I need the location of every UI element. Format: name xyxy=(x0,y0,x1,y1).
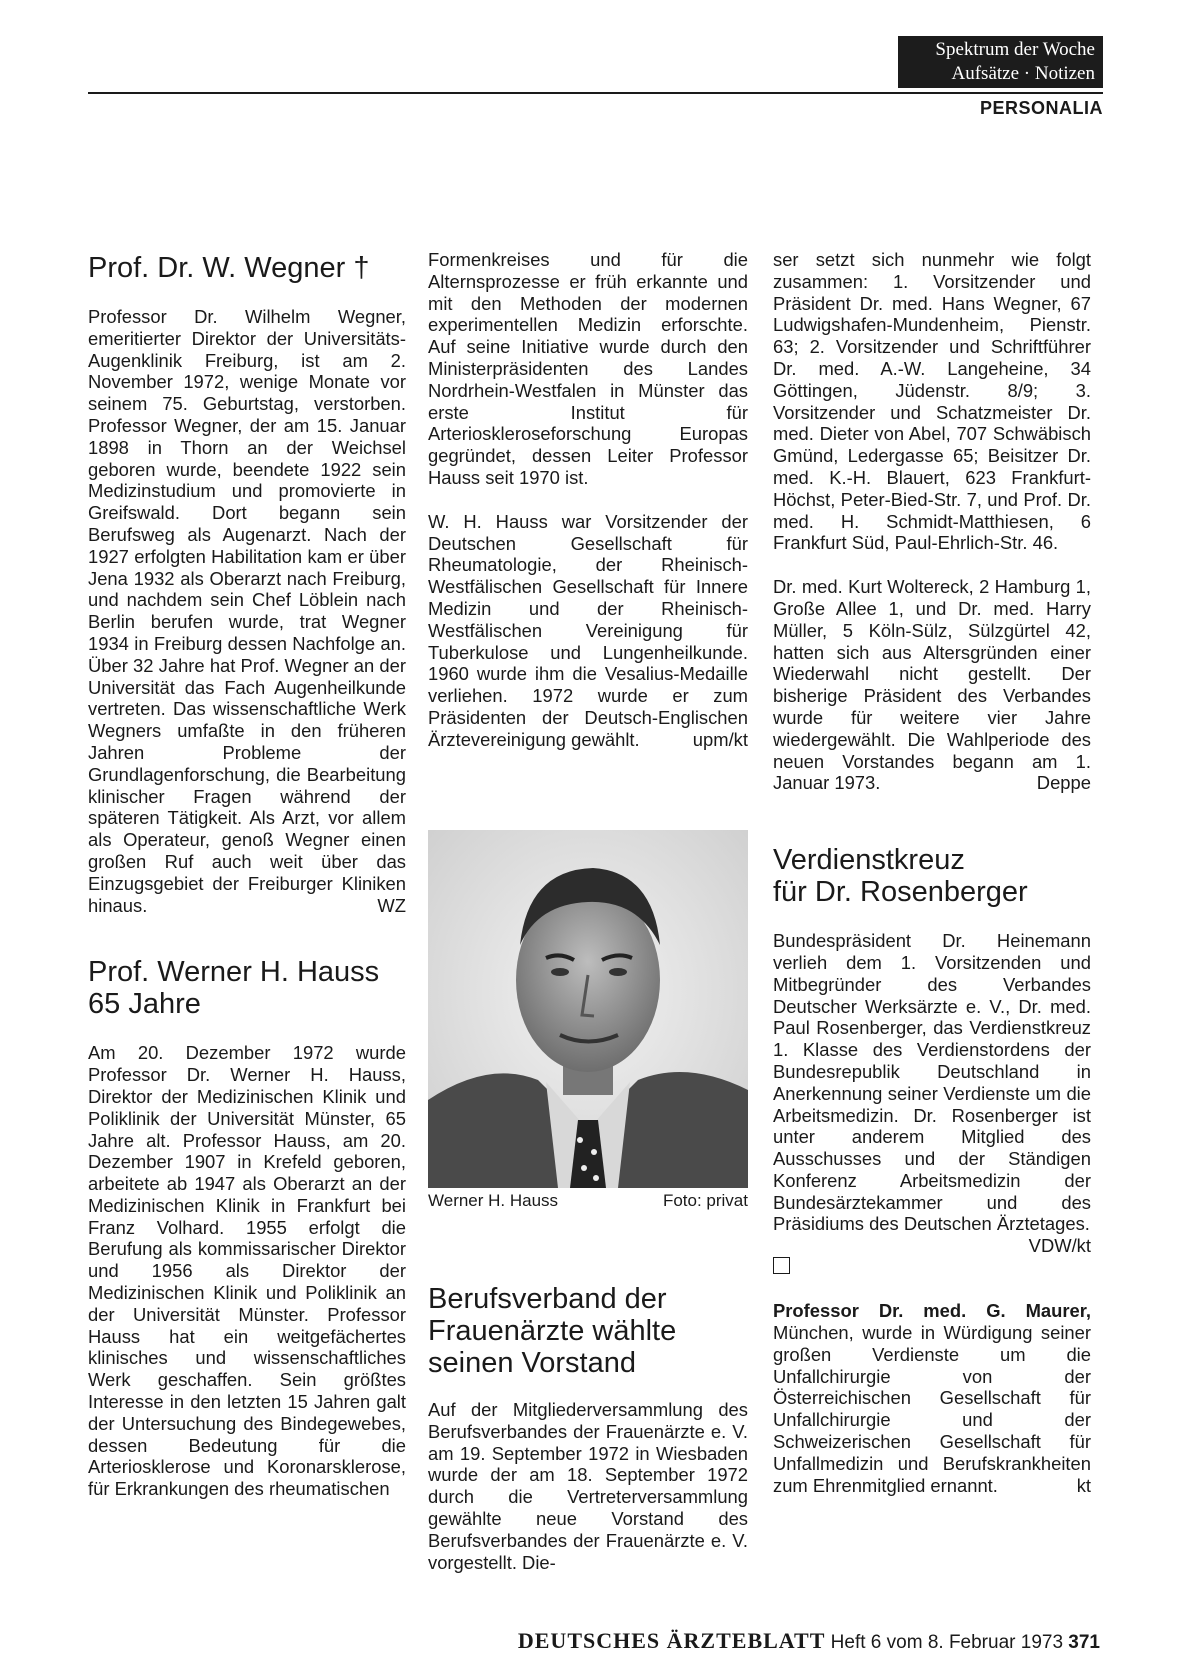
headline-line: Prof. Werner H. Hauss xyxy=(88,956,380,989)
separator-box xyxy=(773,1257,790,1274)
badge-line-2: Aufsätze · Notizen xyxy=(951,63,1095,84)
page-number: 371 xyxy=(1068,1632,1100,1653)
article-text: München, wurde in Würdigung seiner großen Verdienste um die Unfallchirurgie von der Österreichischen Gesellschaft für Unfallchirurgie und der Schweizerischen Gesellschaft für Unfallmedizin und Berufskrankheiten zum Ehrenmitglied ernannt. xyxy=(773,1322,1091,1496)
article-hauss: Am 20. Dezember 1972 wurde Professor Dr. Werner H. Hauss, Direktor der Medizinischen Klinik und Poliklinik der Universität Münster, 65 Jahre alt. Professor Hauss, am 20. Dezember 1907 in Krefeld geboren, arbeitete ab 1947 als Oberarzt an der Medizinischen Klinik in Frankfurt bei Franz Volhard. 1955 erfolgt die Berufung als kommissarischer Direktor und 1956 als Direktor der Medizinischen Klinik und Poliklinik an der Universität Münster. Professor Hauss hat ein weitgefächertes klinisches und wissenschaftliches Werk geschaffen. Sein größtes Interesse in den letzten 15 Jahren galt der Untersuchung des Bindegewebes, dessen Bedeutung für die Arteriosklerose und Koronarsklerose, für Erkrankungen des rheumatischen xyxy=(88,1042,406,1500)
article-rosenberger xyxy=(773,930,1091,1257)
article-hauss-continued: Formenkreises und für die Alternsprozesse er früh erkannte und mit den Methoden der modernen experimentellen Medizin erforschte. Auf seine Initiative wurde durch den Ministerpräsidenten des Landes Nordrhein-Westfalen in Münster das erste Institut für Arterioskleroseforschung Europas gegründet, dessen Leiter Professor Hauss seit 1970 ist. xyxy=(428,249,748,488)
headline-line: 65 Jahre xyxy=(88,988,201,1021)
headline-line: für Dr. Rosenberger xyxy=(773,876,1028,909)
magazine-name: DEUTSCHES ÄRZTEBLATT xyxy=(517,1628,826,1653)
signature: VDW/kt xyxy=(1028,1235,1091,1257)
article-wegner-text: Professor Dr. Wilhelm Wegner, emeritierter Direktor der Universitäts-Augenklinik Freiburg, ist am 2. November 1972, wenige Monate vor seinem 75. Geburtstag, verstorben. Professor Wegner, der am 15. Januar 1898 in Thorn an der Weichsel geboren wurde, beendete 1922 sein Medizinstudium und promovierte in Greifswald. Dort begann sein Berufsweg als Augenarzt. Nach der 1927 erfolgten Habilitation kam er über Jena 1932 als Oberarzt nach Freiburg, und nachdem sein Chef Löblein nach Berlin berufen wurde, trat Wegner 1934 in Freiburg dessen Nachfolge an. Über 32 Jahre hat Prof. Wegner an der Universität das Fach Augenheilkunde vertreten. Das wissenschaftliche Werk Wegners umfaßte in den früheren Jahren Probleme der Grundlagenforschung, die Bearbeitung klinischer Fragen während der späteren Tätigkeit. Als Arzt, vor allem als Operateur, genoß Wegner einen großen Ruf auch weit über das Einzugsgebiet der Freiburger Kliniken hinaus. xyxy=(88,306,406,916)
issue-info: Heft 6 vom 8. Februar 1973 xyxy=(830,1632,1064,1653)
section-badge xyxy=(898,36,1103,88)
header-rule xyxy=(88,92,1103,94)
section-title: PERSONALIA xyxy=(979,98,1103,118)
signature: WZ xyxy=(377,894,406,916)
article-hauss-positions xyxy=(428,511,748,751)
column-1 xyxy=(88,252,406,1500)
article-retirements xyxy=(773,576,1091,794)
article-text: Dr. med. Kurt Woltereck, 2 Hamburg 1, Große Allee 1, und Dr. med. Harry Müller, 5 Köln-Sülz, Sülzgürtel 42, hatten sich aus Altersgründen einer Wiederwahl nicht gestellt. Der bisherige Präsident des Verbandes wurde für weitere vier Jahre wiedergewählt. Die Wahlperiode des neuen Vorstandes begann am 1. Januar 1973. xyxy=(773,576,1091,794)
headline-hauss xyxy=(88,956,406,1020)
page-footer xyxy=(518,1628,1100,1654)
photo-caption-row xyxy=(428,1191,748,1211)
person-name: Professor Dr. med. G. Maurer, xyxy=(773,1300,1091,1322)
column-2-lower xyxy=(428,1283,748,1573)
headline-rosenberger xyxy=(773,844,1091,908)
article-text: W. H. Hauss war Vorsitzender der Deutschen Gesellschaft für Rheumatologie, der Rheinisch-Westfälischen Gesellschaft für Innere Medizin und der Rheinisch-Westfälischen Vereinigung für Tuberkulose und Lungenheilkunde. 1960 wurde ihm die Vesalius-Medaille verliehen. 1972 wurde er zum Präsidenten der Deutsch-Englischen Ärztevereinigung gewählt. xyxy=(428,510,748,750)
column-2 xyxy=(428,249,748,751)
headline-line: seinen Vorstand xyxy=(428,1347,636,1379)
photo-caption: Werner H. Hauss xyxy=(428,1191,559,1210)
portrait-photo xyxy=(428,830,748,1188)
article-wegner xyxy=(88,306,406,916)
headline-wegner: Prof. Dr. W. Wegner † xyxy=(88,252,370,284)
signature: Deppe xyxy=(1036,772,1091,794)
badge-line-1: Spektrum der Woche xyxy=(935,39,1095,60)
article-frauenaerzte-continued: ser setzt sich nunmehr wie folgt zusammen: 1. Vorsitzender und Präsident Dr. med. Hans Wegner, 67 Ludwigshafen-Mundenheim, Pienstr. 63; 2. Vorsitzender und Schriftführer Dr. med. A.-W. Langeheine, 34 Göttingen, Jüdenstr. 8/9; 3. Vorsitzender und Schatzmeister Dr. med. Dieter von Abel, 707 Schwäbisch Gmünd, Ledergasse 65; Beisitzer Dr. med. K.-H. Blauert, 623 Frankfurt-Höchst, Peter-Bied-Str. 7, und Prof. Dr. med. H. Schmidt-Matthiesen, 6 Frankfurt Süd, Paul-Ehrlich-Str. 46. xyxy=(773,249,1091,554)
signature: upm/kt xyxy=(692,728,748,750)
article-text: Bundespräsident Dr. Heinemann verlieh dem 1. Vorsitzenden und Mitbegründer des Verbandes Deutscher Werksärzte e. V., Dr. med. Paul Rosenberger, das Verdienstkreuz 1. Klasse des Verdienstordens der Bundesrepublik Deutschland in Anerkennung seiner Verdienste um die Arbeitsmedizin. Dr. Rosenberger ist unter anderem Mitglied des Ausschusses und der Ständigen Konferenz Arbeitsmedizin der Bundesärztekammer und des Präsidiums des Deutschen Ärztetages. xyxy=(773,930,1091,1235)
column-3 xyxy=(773,249,1091,1496)
signature: kt xyxy=(1076,1474,1091,1496)
article-maurer xyxy=(773,1300,1091,1496)
headline-line: Frauenärzte wählte xyxy=(428,1315,677,1347)
article-frauenaerzte: Auf der Mitgliederversammlung des Berufsverbandes der Frauenärzte e. V. am 19. September 1972 in Wiesbaden wurde der am 18. September 1972 durch die Vertreterversammlung gewählte neue Vorstand des Berufsverbandes der Frauenärzte e. V. vorgestellt. Die- xyxy=(428,1399,748,1573)
photo-credit: Foto: privat xyxy=(662,1191,748,1210)
headline-line: Berufsverband der xyxy=(428,1283,667,1315)
headline-line: Verdienstkreuz xyxy=(773,844,965,877)
